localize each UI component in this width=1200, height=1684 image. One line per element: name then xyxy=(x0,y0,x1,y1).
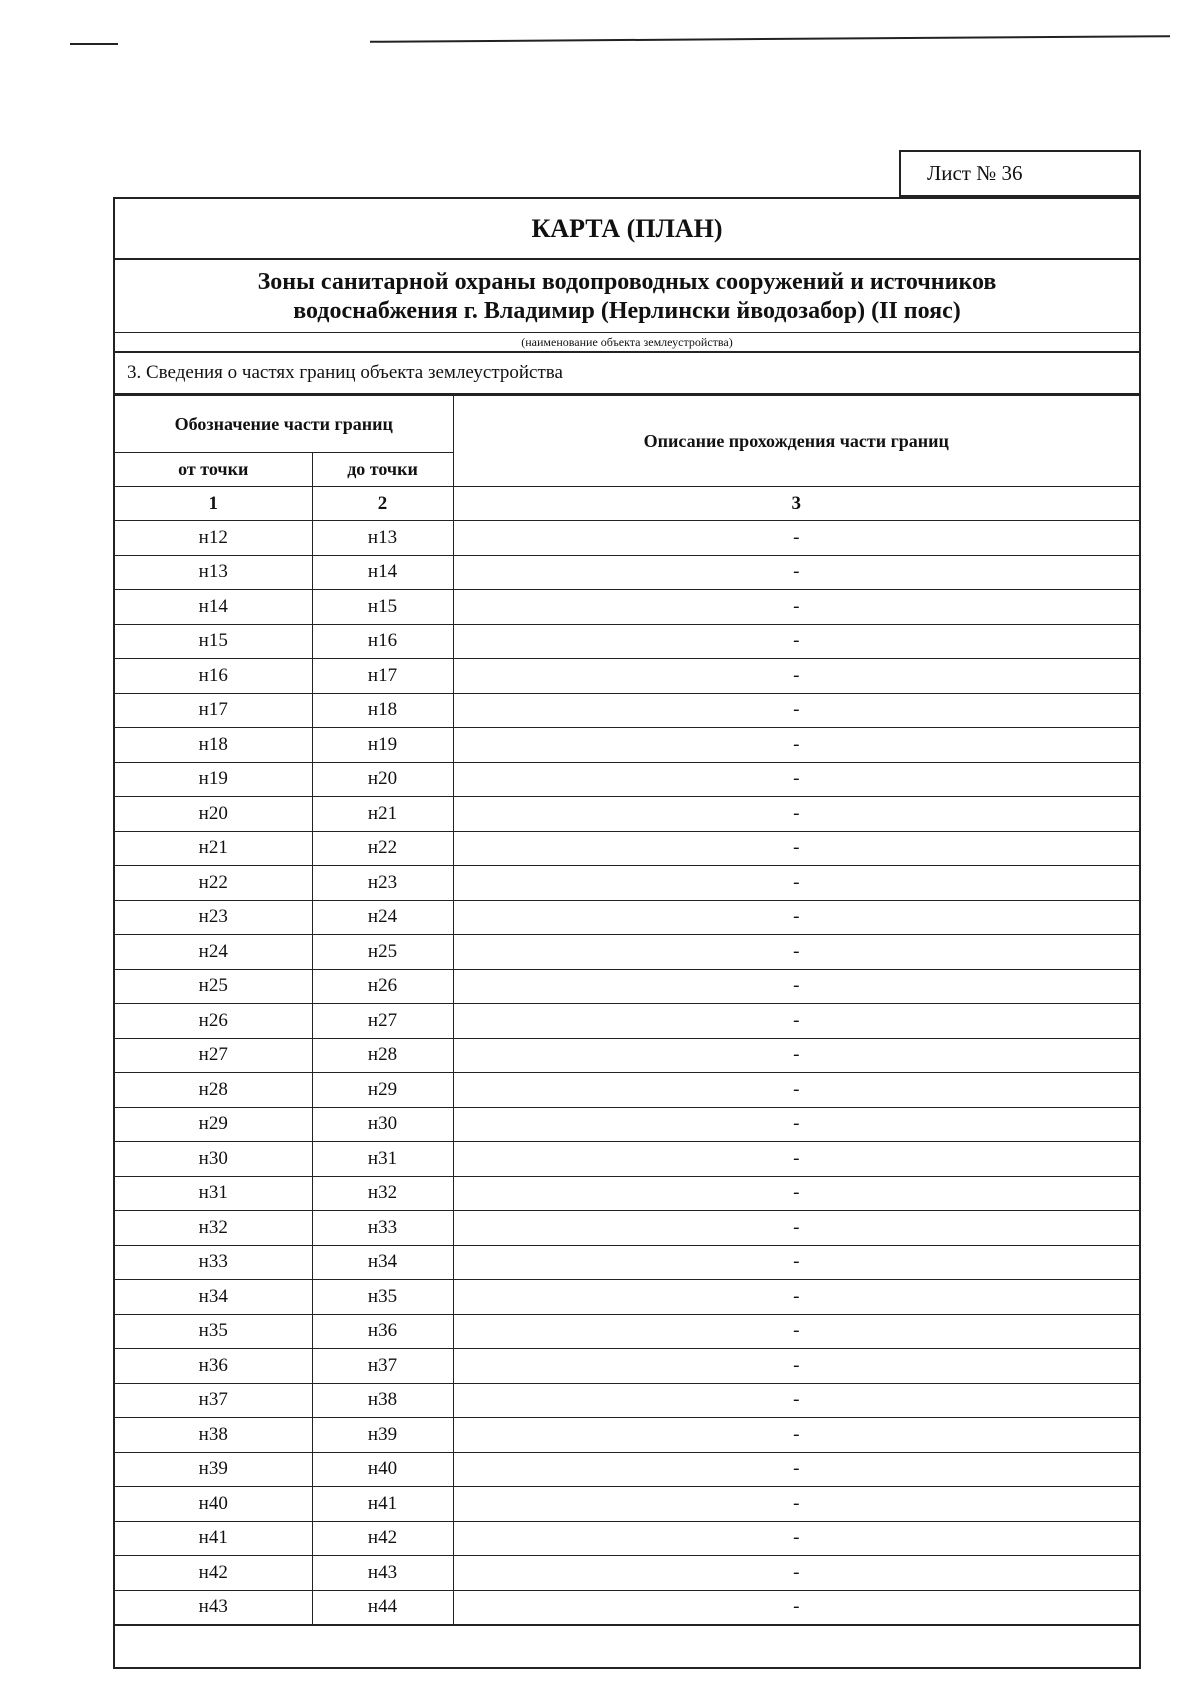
table-row xyxy=(115,728,1139,763)
cell-from: н21 xyxy=(115,831,312,866)
cell-desc: - xyxy=(453,1211,1139,1246)
cell-from: н27 xyxy=(115,1038,312,1073)
table-row xyxy=(115,1176,1139,1211)
table-row xyxy=(115,693,1139,728)
cell-desc: - xyxy=(453,1383,1139,1418)
cell-desc: - xyxy=(453,1590,1139,1625)
cell-desc: - xyxy=(453,1176,1139,1211)
table-row xyxy=(115,935,1139,970)
table-row xyxy=(115,1142,1139,1177)
table-row xyxy=(115,866,1139,901)
cell-desc: - xyxy=(453,521,1139,556)
cell-to: н32 xyxy=(312,1176,453,1211)
table-row xyxy=(115,1452,1139,1487)
cell-to: н14 xyxy=(312,555,453,590)
cell-to: н26 xyxy=(312,969,453,1004)
header-from-point: от точки xyxy=(115,453,312,487)
cell-to: н35 xyxy=(312,1280,453,1315)
cell-from: н19 xyxy=(115,762,312,797)
cell-to: н23 xyxy=(312,866,453,901)
cell-from: н43 xyxy=(115,1590,312,1625)
table-row xyxy=(115,659,1139,694)
cell-from: н38 xyxy=(115,1418,312,1453)
cell-from: н12 xyxy=(115,521,312,556)
column-number: 2 xyxy=(312,487,453,521)
table-row xyxy=(115,1487,1139,1522)
object-name xyxy=(115,260,1139,333)
cell-from: н20 xyxy=(115,797,312,832)
cell-desc: - xyxy=(453,797,1139,832)
empty-bottom-row xyxy=(115,1625,1139,1672)
table-row xyxy=(115,1590,1139,1625)
cell-to: н44 xyxy=(312,1590,453,1625)
cell-to: н15 xyxy=(312,590,453,625)
table-row xyxy=(115,1211,1139,1246)
scan-artifact-line xyxy=(70,43,118,45)
cell-desc: - xyxy=(453,866,1139,901)
cell-from: н18 xyxy=(115,728,312,763)
sheet-number-box xyxy=(899,150,1141,197)
cell-desc: - xyxy=(453,1521,1139,1556)
cell-to: н42 xyxy=(312,1521,453,1556)
cell-to: н34 xyxy=(312,1245,453,1280)
header-boundary-designation: Обозначение части границ xyxy=(115,396,453,453)
table-row xyxy=(115,900,1139,935)
cell-to: н21 xyxy=(312,797,453,832)
object-caption: (наименование объекта землеустройства) xyxy=(115,333,1139,353)
cell-desc: - xyxy=(453,1142,1139,1177)
cell-to: н33 xyxy=(312,1211,453,1246)
document-title: КАРТА (ПЛАН) xyxy=(115,199,1139,260)
table-row xyxy=(115,1107,1139,1142)
object-name-line-2: водоснабжения г. Владимир (Нерлински йводозабор) (II пояс) xyxy=(293,298,961,324)
cell-from: н31 xyxy=(115,1176,312,1211)
cell-from: н32 xyxy=(115,1211,312,1246)
table-row xyxy=(115,831,1139,866)
scan-artifact-line xyxy=(370,35,1170,43)
header-to-point: до точки xyxy=(312,453,453,487)
cell-desc: - xyxy=(453,831,1139,866)
cell-desc: - xyxy=(453,555,1139,590)
cell-from: н25 xyxy=(115,969,312,1004)
cell-to: н24 xyxy=(312,900,453,935)
table-row xyxy=(115,555,1139,590)
cell-from: н41 xyxy=(115,1521,312,1556)
cell-to: н41 xyxy=(312,1487,453,1522)
cell-from: н22 xyxy=(115,866,312,901)
table-row xyxy=(115,1383,1139,1418)
cell-desc: - xyxy=(453,1349,1139,1384)
table-row xyxy=(115,590,1139,625)
cell-to: н25 xyxy=(312,935,453,970)
cell-from: н42 xyxy=(115,1556,312,1591)
cell-desc: - xyxy=(453,1314,1139,1349)
cell-desc: - xyxy=(453,1245,1139,1280)
table-row xyxy=(115,969,1139,1004)
cell-desc: - xyxy=(453,762,1139,797)
cell-to: н43 xyxy=(312,1556,453,1591)
cell-to: н37 xyxy=(312,1349,453,1384)
table-row xyxy=(115,521,1139,556)
table-row xyxy=(115,1073,1139,1108)
object-name-line-1: Зоны санитарной охраны водопроводных сооружений и источников xyxy=(257,269,997,295)
cell-desc: - xyxy=(453,1418,1139,1453)
cell-desc: - xyxy=(453,693,1139,728)
cell-to: н20 xyxy=(312,762,453,797)
cell-to: н27 xyxy=(312,1004,453,1039)
document-frame xyxy=(113,197,1141,1669)
cell-from: н30 xyxy=(115,1142,312,1177)
column-number: 1 xyxy=(115,487,312,521)
cell-desc: - xyxy=(453,935,1139,970)
cell-from: н28 xyxy=(115,1073,312,1108)
cell-from: н13 xyxy=(115,555,312,590)
table-row xyxy=(115,1418,1139,1453)
cell-desc: - xyxy=(453,659,1139,694)
cell-desc: - xyxy=(453,728,1139,763)
cell-desc: - xyxy=(453,624,1139,659)
cell-desc: - xyxy=(453,1280,1139,1315)
cell-to: н29 xyxy=(312,1073,453,1108)
cell-to: н19 xyxy=(312,728,453,763)
boundary-parts-table xyxy=(115,395,1139,1625)
cell-from: н14 xyxy=(115,590,312,625)
sheet-number: Лист № 36 xyxy=(927,161,1023,185)
cell-from: н37 xyxy=(115,1383,312,1418)
section-title: 3. Сведения о частях границ объекта землеустройства xyxy=(115,353,1139,395)
cell-from: н24 xyxy=(115,935,312,970)
cell-to: н39 xyxy=(312,1418,453,1453)
cell-to: н28 xyxy=(312,1038,453,1073)
cell-from: н33 xyxy=(115,1245,312,1280)
cell-from: н36 xyxy=(115,1349,312,1384)
table-row xyxy=(115,762,1139,797)
cell-desc: - xyxy=(453,590,1139,625)
cell-to: н18 xyxy=(312,693,453,728)
cell-from: н23 xyxy=(115,900,312,935)
cell-from: н16 xyxy=(115,659,312,694)
cell-desc: - xyxy=(453,1004,1139,1039)
table-row xyxy=(115,1521,1139,1556)
cell-from: н35 xyxy=(115,1314,312,1349)
cell-desc: - xyxy=(453,1073,1139,1108)
cell-desc: - xyxy=(453,1452,1139,1487)
cell-from: н26 xyxy=(115,1004,312,1039)
cell-to: н40 xyxy=(312,1452,453,1487)
cell-from: н29 xyxy=(115,1107,312,1142)
table-row xyxy=(115,1004,1139,1039)
cell-from: н15 xyxy=(115,624,312,659)
table-row xyxy=(115,1314,1139,1349)
cell-to: н16 xyxy=(312,624,453,659)
cell-desc: - xyxy=(453,1556,1139,1591)
cell-desc: - xyxy=(453,1038,1139,1073)
table-row xyxy=(115,1245,1139,1280)
table-row xyxy=(115,797,1139,832)
table-row xyxy=(115,624,1139,659)
header-boundary-description: Описание прохождения части границ xyxy=(453,396,1139,487)
column-number: 3 xyxy=(453,487,1139,521)
cell-desc: - xyxy=(453,969,1139,1004)
table-row xyxy=(115,1556,1139,1591)
cell-from: н39 xyxy=(115,1452,312,1487)
table-row xyxy=(115,1349,1139,1384)
cell-to: н22 xyxy=(312,831,453,866)
cell-to: н17 xyxy=(312,659,453,694)
cell-desc: - xyxy=(453,1107,1139,1142)
cell-to: н30 xyxy=(312,1107,453,1142)
cell-to: н38 xyxy=(312,1383,453,1418)
cell-desc: - xyxy=(453,1487,1139,1522)
cell-to: н31 xyxy=(312,1142,453,1177)
cell-from: н17 xyxy=(115,693,312,728)
cell-to: н13 xyxy=(312,521,453,556)
cell-desc: - xyxy=(453,900,1139,935)
table-row xyxy=(115,1038,1139,1073)
cell-to: н36 xyxy=(312,1314,453,1349)
cell-from: н34 xyxy=(115,1280,312,1315)
table-row xyxy=(115,1280,1139,1315)
cell-from: н40 xyxy=(115,1487,312,1522)
